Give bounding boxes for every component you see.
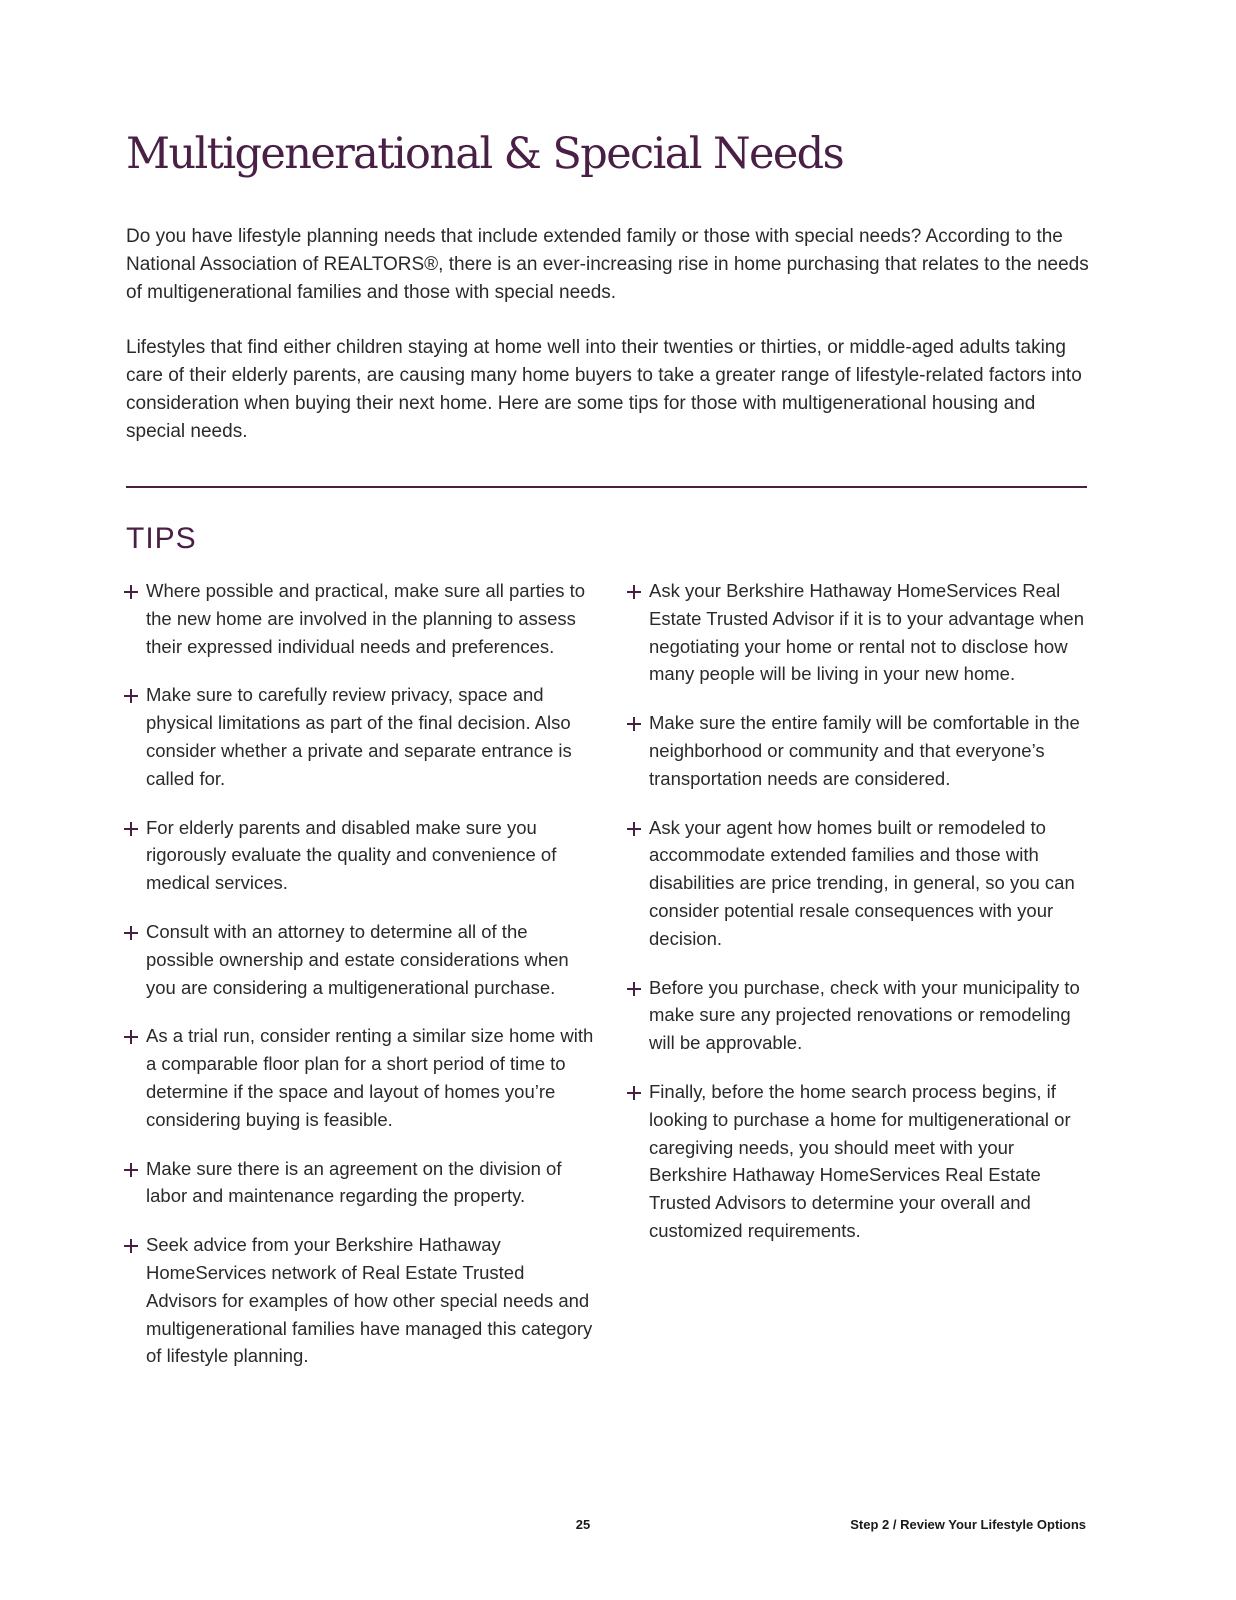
plus-icon [124,822,138,836]
tip-item [627,974,1097,1057]
plus-icon [124,689,138,703]
tip-item [627,814,1097,953]
plus-icon [627,822,641,836]
tip-item [627,1078,1097,1245]
tip-item [627,577,1097,688]
tip-text: Make sure to carefully review privacy, space and physical limitations as part of the final decision. Also consider whether a private and separate entrance is called for. [146,684,572,789]
intro-paragraph: Lifestyles that find either children staying at home well into their twenties or thirties, or middle-aged adults taking care of their elderly parents, are causing many home buyers to take a greater range of lifestyle-related factors into consideration when buying their next home. Here are some tips for those with multigenerational housing and special needs. [126,337,1082,442]
plus-icon [124,1030,138,1044]
plus-icon [124,926,138,940]
tips-heading: TIPS [126,522,197,555]
tip-text: For elderly parents and disabled make sure you rigorously evaluate the quality and convenience of medical services. [146,816,557,894]
page-title: Multigenerational & Special Needs [126,129,844,179]
plus-icon [627,717,641,731]
tip-text: Make sure the entire family will be comfortable in the neighborhood or community and that everyone’s transportation needs are considered. [649,712,1080,789]
tip-text: Where possible and practical, make sure all parties to the new home are involved in the planning to assess their expressed individual needs and preferences. [146,580,586,657]
plus-icon [124,1163,138,1177]
tips-list-right [627,577,1097,1266]
tip-item [124,1022,594,1133]
tip-text: Ask your Berkshire Hathaway HomeServices Real Estate Trusted Advisor if it is to your advantage when negotiating your home or rental not to disclose how many people will be living in your new home. [649,580,1084,685]
tip-text: Finally, before the home search process begins, if looking to purchase a home for multigenerational or caregiving needs, you should meet with your Berkshire Hathaway HomeServices Real Estate Trusted Advisors to determine your overall and customized requirements. [649,1080,1071,1241]
plus-icon [627,585,641,599]
tip-item [124,577,594,660]
intro-text [126,223,1096,473]
plus-icon [124,1239,138,1253]
tip-text: As a trial run, consider renting a similar size home with a comparable floor plan for a short period of time to determine if the space and layout of homes you’re considering buying is feasible. [146,1025,594,1130]
tip-text: Before you purchase, check with your municipality to make sure any projected renovations or remodeling will be approvable. [649,976,1080,1054]
tip-item [124,814,594,897]
footer-section-title: Step 2 / Review Your Lifestyle Options [850,1517,1086,1532]
tips-list-left [124,577,594,1391]
plus-icon [627,982,641,996]
tip-text: Consult with an attorney to determine all of the possible ownership and estate considerations when you are considering a multigenerational purchase. [146,920,569,998]
tip-item [627,709,1097,792]
tip-text: Ask your agent how homes built or remodeled to accommodate extended families and those with disabilities are price trending, in general, so you can consider potential resale consequences with your decision. [649,816,1075,949]
tip-text: Seek advice from your Berkshire Hathaway HomeServices network of Real Estate Trusted Advisors for examples of how other special needs and multigenerational families have managed this category of lifestyle planning. [146,1234,593,1367]
intro-paragraph: Do you have lifestyle planning needs that include extended family or those with special needs? According to the National Association of REALTORS®, there is an ever-increasing rise in home purchasing that relates to the needs of multigenerational families and those with special needs. [126,226,1089,303]
tip-item [124,1155,594,1211]
tip-item [124,918,594,1001]
section-divider [126,486,1087,488]
tip-item [124,1231,594,1370]
page-number: 25 [575,1517,591,1532]
plus-icon [627,1086,641,1100]
plus-icon [124,585,138,599]
tip-item [124,681,594,792]
tip-text: Make sure there is an agreement on the division of labor and maintenance regarding the property. [146,1157,562,1207]
